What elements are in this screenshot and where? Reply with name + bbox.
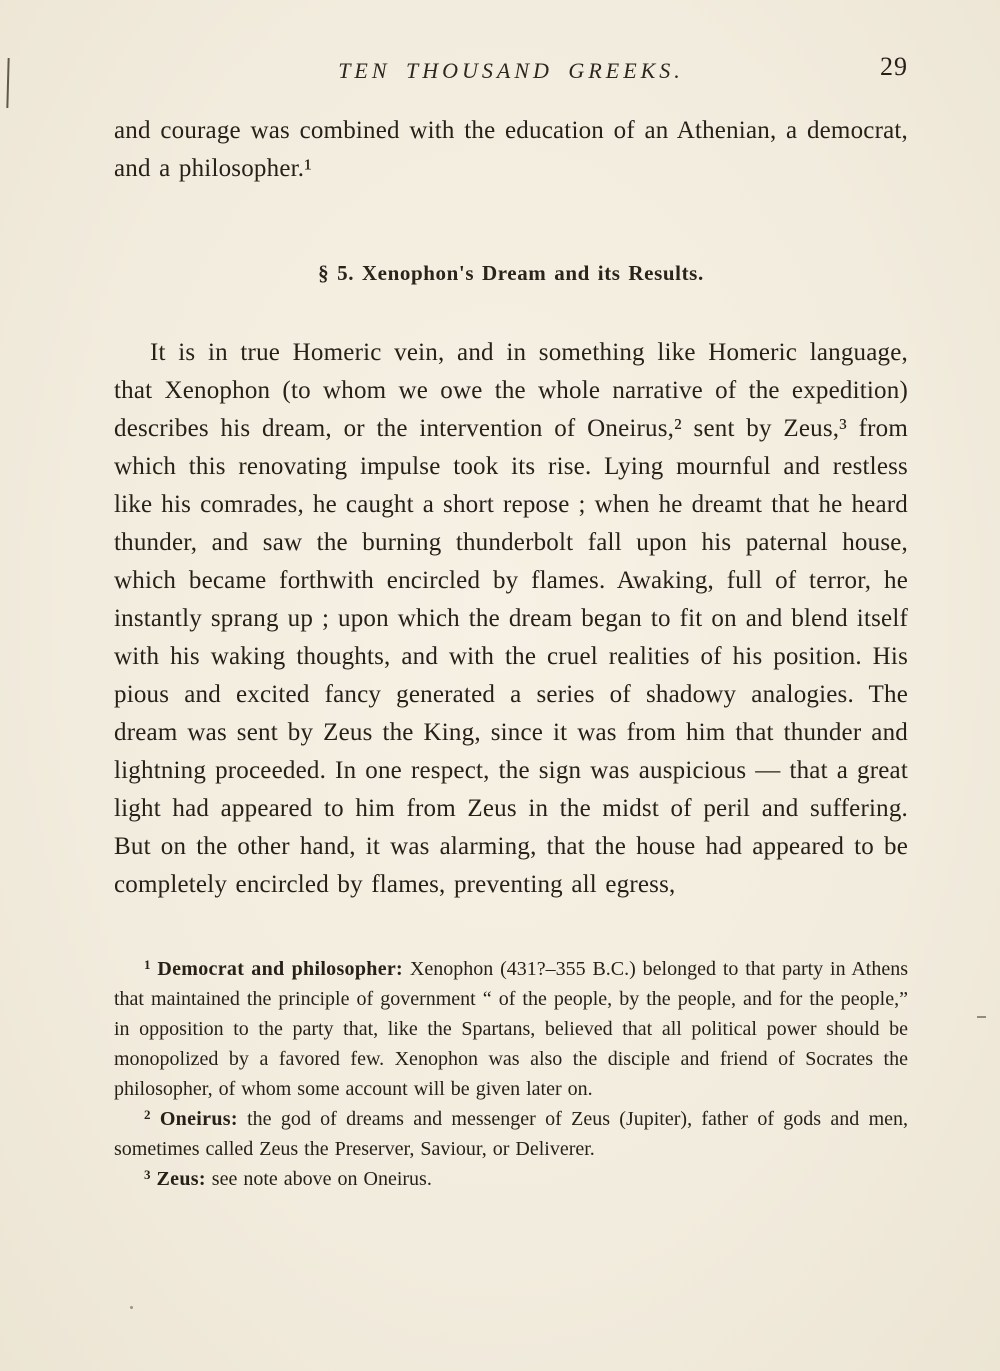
footnote-1-marker: 1: [144, 957, 151, 972]
scan-artifact-ink-line: [6, 58, 9, 108]
scan-artifact-dot: [130, 1306, 133, 1309]
main-paragraph: It is in true Homeric vein, and in something like Homeric language, that Xenophon (to whom we owe the whole narrative of the expedition) describes his dream, or the intervention of Oneirus,² sent by Zeus,³ from which this renovating impulse took its rise. Lying mournful and restless like his comrades, he caught a short repose ; when he dreamt that he heard thunder, and saw the burning thunderbolt fall upon his paternal house, which became forthwith encircled by flames. Awaking, full of terror, he instantly sprang up ; upon which the dream began to fit on and blend itself with his waking thoughts, and with the cruel realities of his position. His pious and excited fancy generated a series of shadowy analogies. The dream was sent by Zeus the King, since it was from him that thunder and lightning proceeded. In one respect, the sign was auspicious — that a great light had appeared to him from Zeus in the midst of peril and suffering. But on the other hand, it was alarming, that the house had appeared to be completely encircled by flames, preventing all egress,: [114, 339, 908, 898]
footnote-1: [114, 954, 908, 1104]
footnote-2-lead: Oneirus:: [159, 1108, 238, 1130]
scan-artifact-dash: [977, 1016, 986, 1018]
page-number: 29: [880, 52, 908, 81]
section-heading: § 5. Xenophon's Dream and its Results.: [318, 261, 704, 285]
running-title: TEN THOUSAND GREEKS.: [338, 58, 684, 83]
footnote-2-text: the god of dreams and messenger of Zeus (Jupiter), father of gods and men, sometimes called Zeus the Preserver, Saviour, or Deliverer.: [114, 1108, 909, 1160]
footnote-3-lead: Zeus:: [156, 1168, 206, 1190]
footnotes-block: [114, 954, 908, 1194]
footnote-2-marker: 2: [144, 1107, 151, 1122]
footnote-2: [114, 1104, 908, 1164]
continuation-paragraph: and courage was combined with the education of an Athenian, a democrat, and a philosopher.¹: [114, 117, 908, 182]
footnote-3-text: see note above on Oneirus.: [211, 1168, 432, 1190]
footnote-3-marker: 3: [144, 1167, 151, 1182]
footnote-1-text: Xenophon (431?–355 B.C.) belonged to that party in Athens that maintained the principle of government “ of the people, by the people, and for the people,” in opposition to the party that, like the Spartans, believed that all political power should be monopolized by a favored few. Xenophon was also the disciple and friend of Socrates the philosopher, of whom some account will be given later on.: [114, 958, 909, 1100]
running-header: [114, 52, 908, 84]
footnote-1-lead: Democrat and philosopher:: [157, 958, 404, 980]
footnote-3: [114, 1164, 908, 1194]
page-body: [114, 112, 908, 904]
